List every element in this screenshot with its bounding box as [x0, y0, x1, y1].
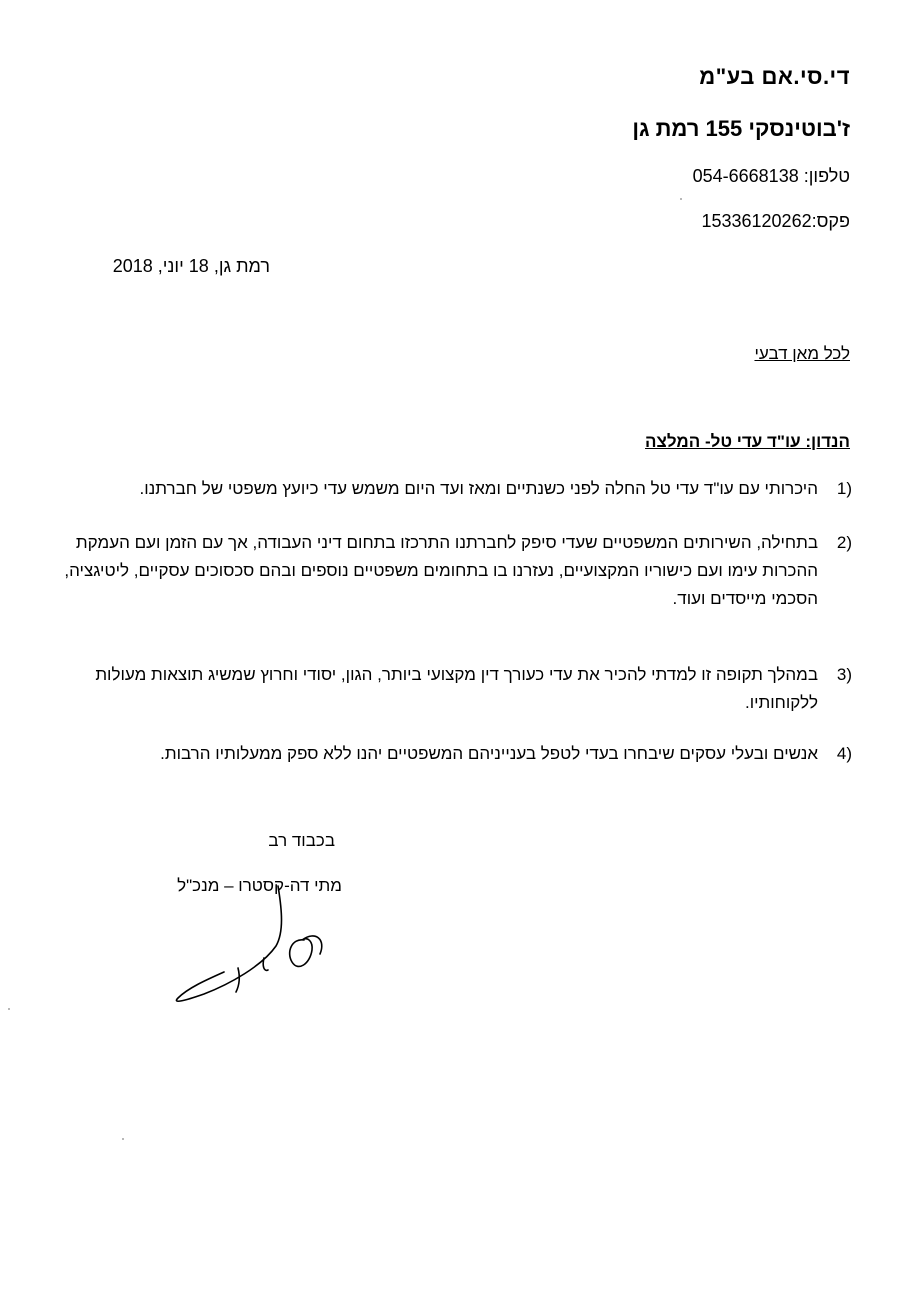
phone-line	[693, 166, 850, 187]
list-item-number: 4)	[836, 744, 852, 763]
list-item-text: במהלך תקופה זו למדתי להכיר את עדי כעורך דין מקצועי ביותר, הגון, יסודי וחרוץ שמשיג תוצאות מעולות ללקוחותיו.	[95, 665, 818, 712]
scan-speck	[122, 1138, 124, 1140]
list-item	[40, 529, 852, 613]
company-address: ז'בוטינסקי 155 רמת גן	[632, 116, 850, 141]
handwritten-signature	[160, 880, 330, 1020]
list-item	[40, 740, 852, 768]
scan-speck	[680, 198, 682, 200]
list-item-number: 3)	[836, 665, 852, 684]
subject-line: הנדון: עו"ד עדי טל- המלצה	[645, 432, 850, 451]
fax-line	[701, 211, 850, 232]
scan-speck	[8, 1008, 10, 1010]
signature-stroke	[176, 886, 281, 1001]
list-item	[40, 475, 852, 503]
signer-name: מתי דה-קסטרו – מנכ"ל	[177, 876, 342, 895]
fax-number: 15336120262	[701, 211, 812, 231]
list-item-text: בתחילה, השירותים המשפטיים שעדי סיפק לחברתנו התרכזו בתחום דיני העבודה, אך עם הזמן ועם העמקת ההכרות עימו ועם כישוריו המקצועיים, נעזרנו בו בתחומים משפטיים נוספים ובהם סכסוכים עסקיים, ליטיגציה, הסכמי מייסדים ועוד.	[64, 533, 818, 608]
list-item-text: אנשים ובעלי עסקים שיבחרו בעדי לטפל בענייניהם המשפטיים יהנו ללא ספק ממעלותיו הרבות.	[160, 744, 818, 763]
list-item	[40, 661, 852, 717]
phone-label: טלפון:	[803, 166, 850, 186]
signature-stroke	[263, 958, 268, 970]
fax-label: פקס:	[811, 211, 850, 231]
company-name: די.סי.אם בע"מ	[699, 64, 850, 89]
signature-stroke	[290, 936, 322, 967]
date-line: רמת גן, 18 יוני, 2018	[112, 256, 270, 276]
addressee: לכל מאן דבעי	[754, 344, 850, 363]
phone-number: 054-6668138	[692, 166, 799, 186]
list-item-number: 2)	[836, 533, 852, 552]
list-item-number: 1)	[836, 479, 852, 498]
closing-salutation: בכבוד רב	[268, 831, 335, 850]
signature-stroke	[236, 968, 239, 992]
list-item-text: היכרותי עם עו"ד עדי טל החלה לפני כשנתיים ומאז ועד היום משמש עדי כיועץ משפטי של חברתנו.	[139, 479, 818, 498]
